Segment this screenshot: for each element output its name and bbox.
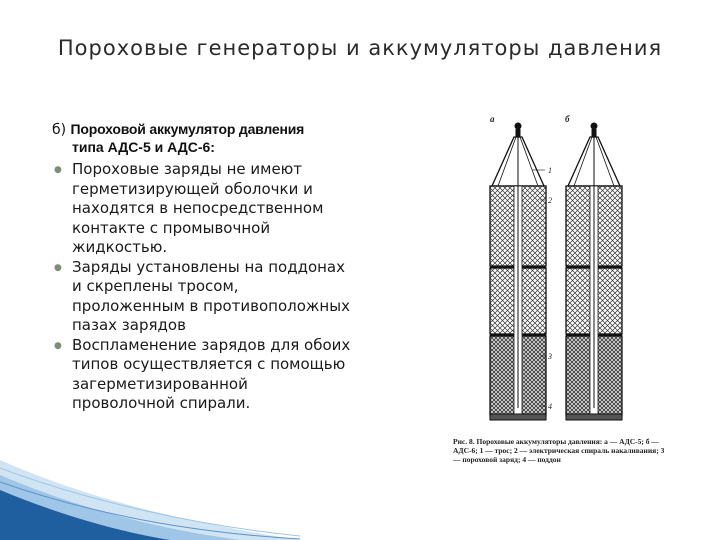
figure-label-b: б	[565, 114, 570, 124]
figure-label-a: а	[490, 114, 495, 124]
bullet-text: Пороховые заряды не имеют герметизирующей оболочки и находятся в непосредственном контакте с промывочной жидкостью.	[72, 160, 324, 256]
slide-title: Пороховые генераторы и аккумуляторы давления	[57, 36, 663, 60]
caption-lead: Рис. 8. Пороховые аккумуляторы давления:	[453, 437, 603, 446]
callout-label: 2	[548, 196, 552, 205]
pressure-accumulator-drawing	[470, 108, 660, 438]
bullet-text: Заряды установлены на поддонах и скреплены тросом, проложенным в противоположных пазах зарядов	[72, 257, 350, 334]
bullet-dot-icon: ●	[54, 340, 62, 351]
bullet-dot-icon: ●	[54, 262, 62, 273]
caption-body: а — АДС-5; б — АДС-6; 1 — трос; 2 — электрическая спираль накаливания; 3 — пороховой заряд; 4 — поддон	[453, 437, 665, 464]
figure-caption	[453, 437, 673, 464]
bullet-item	[52, 258, 352, 336]
device-a	[490, 123, 546, 421]
subheading-bold-line2: типа АДС-5 и АДС-6:	[72, 139, 215, 155]
decorative-corner-swoosh	[0, 440, 300, 540]
section-subheading	[52, 121, 352, 156]
bullet-dot-icon: ●	[54, 165, 62, 175]
callout-label: 3	[548, 352, 552, 361]
bullet-text: Воспламенение зарядов для обоих типов осуществляется с помощью загерметизированной проволочной спирали.	[72, 335, 351, 412]
bullet-item	[52, 160, 352, 258]
subheading-lead: б)	[52, 122, 71, 138]
bullet-list	[52, 160, 352, 414]
device-b	[566, 123, 622, 421]
subheading-bold-line1: Пороховой аккумулятор давления	[70, 121, 305, 137]
callout-label: 1	[548, 166, 552, 175]
bullet-item	[52, 336, 352, 414]
callout-label: 4	[548, 402, 552, 411]
